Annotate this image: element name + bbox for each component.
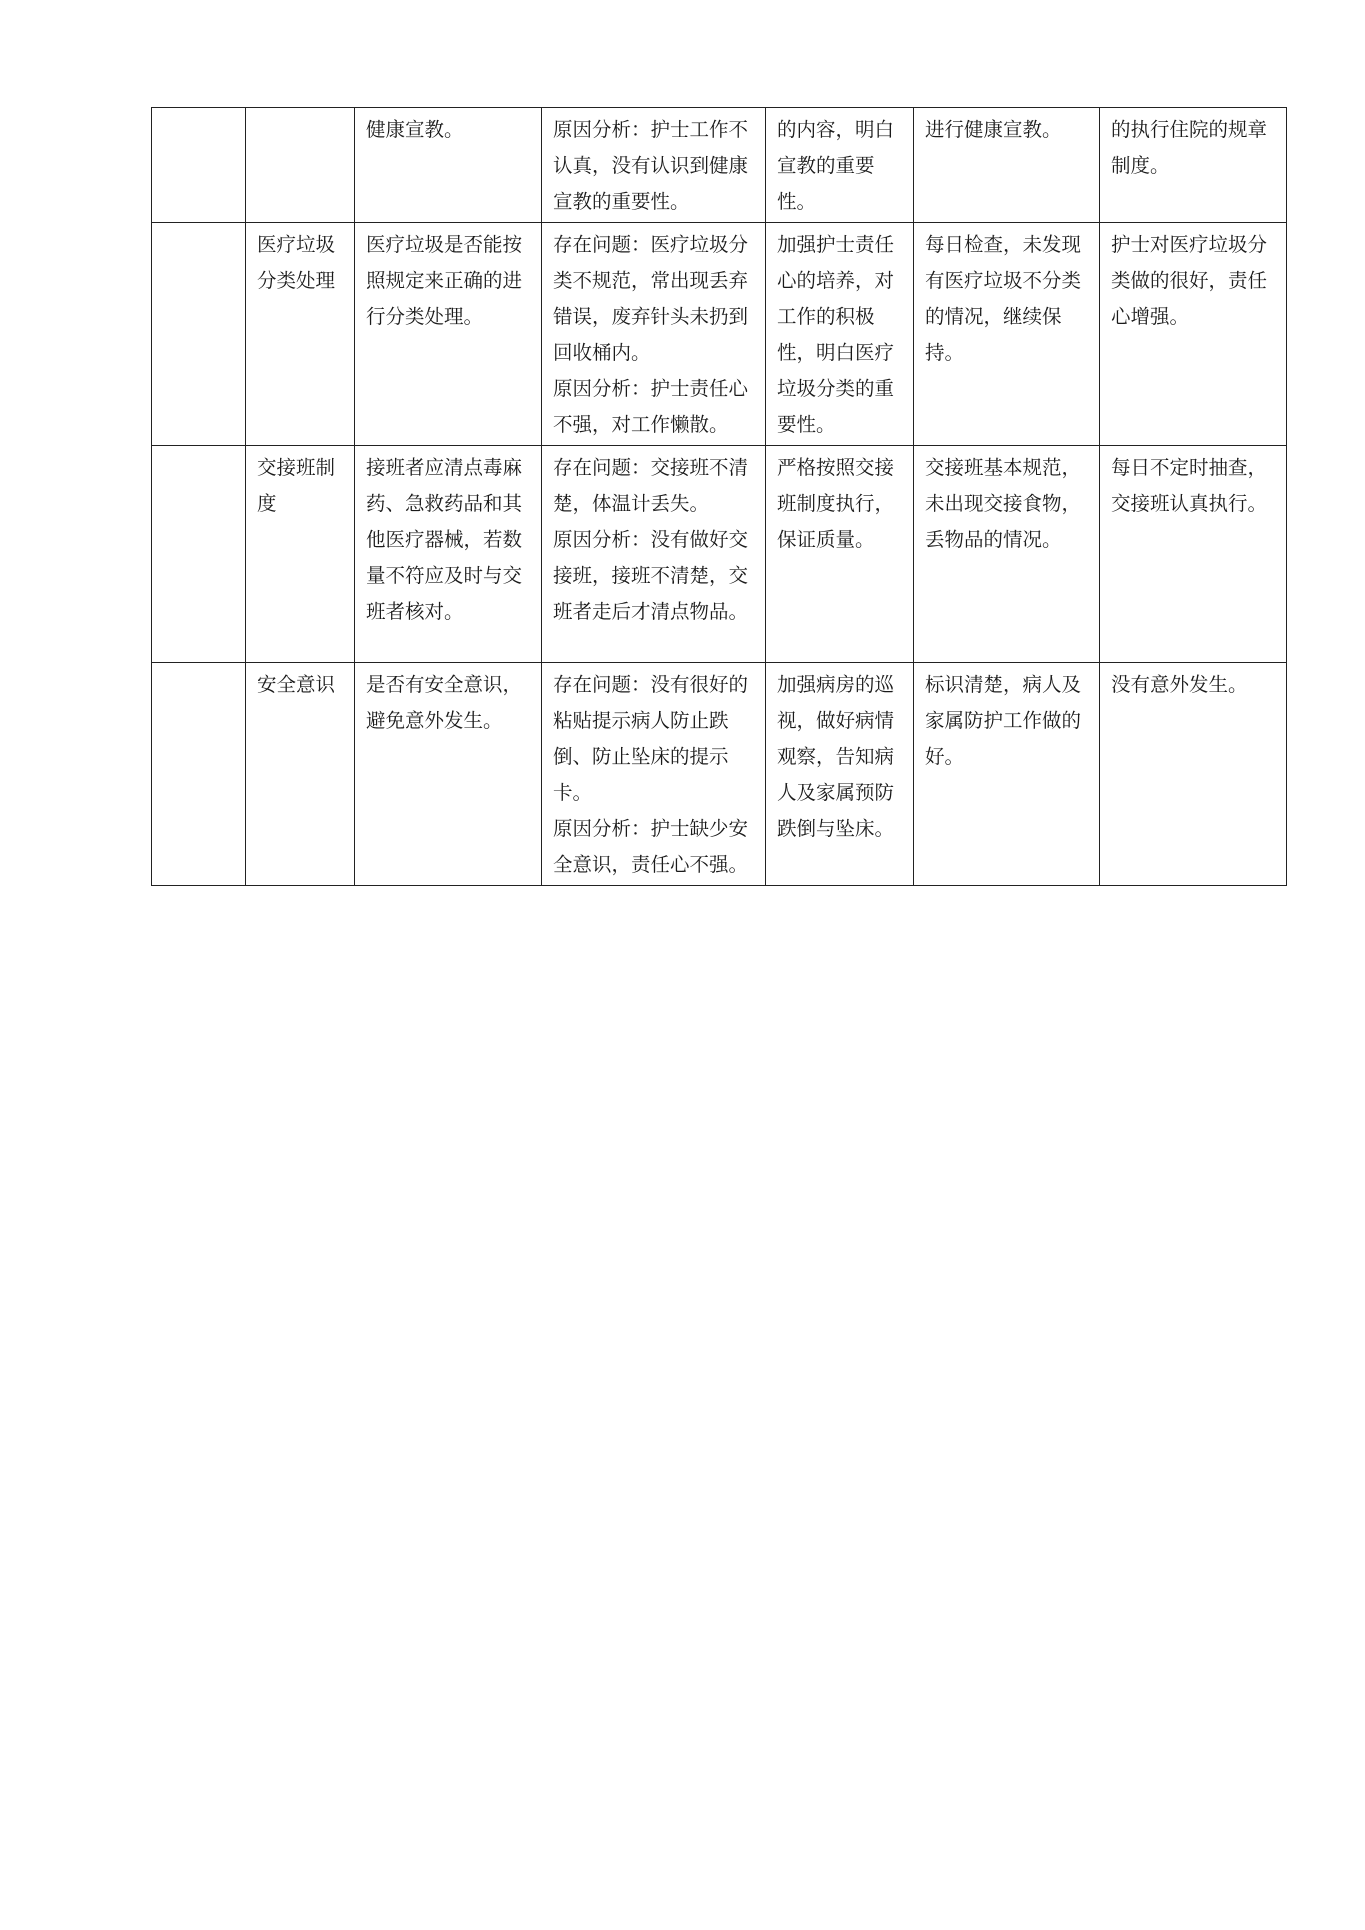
cell-text: 原因分析：护士工作不认真，没有认识到健康宣教的重要性。 <box>553 118 749 213</box>
table-row <box>152 223 1287 446</box>
cell-text: 存在问题：没有很好的粘贴提示病人防止跌倒、防止坠床的提示卡。 <box>553 673 749 804</box>
table-body <box>152 108 1287 886</box>
table-cell <box>914 223 1100 446</box>
table-cell <box>914 108 1100 223</box>
cell-text: 的内容，明白宣教的重要性。 <box>777 118 895 213</box>
table-cell <box>355 663 542 886</box>
cell-text: 存在问题：交接班不清楚，体温计丢失。 <box>553 456 749 515</box>
table-cell <box>1100 446 1287 663</box>
quality-review-table <box>151 107 1287 886</box>
cell-text: 加强病房的巡视，做好病情观察，告知病人及家属预防跌倒与坠床。 <box>777 673 895 840</box>
table-cell <box>766 223 914 446</box>
table-cell <box>152 446 246 663</box>
table-cell <box>542 446 766 663</box>
cell-text: 每日检查，未发现有医疗垃圾不分类的情况，继续保持。 <box>925 233 1082 364</box>
cell-text: 加强护士责任心的培养，对工作的积极性，明白医疗垃圾分类的重要性。 <box>777 233 895 436</box>
cell-text: 原因分析：护士责任心不强，对工作懒散。 <box>553 377 749 436</box>
cell-text: 存在问题：医疗垃圾分类不规范，常出现丢弃错误，废弃针头未扔到回收桶内。 <box>553 233 749 364</box>
table-cell <box>766 663 914 886</box>
cell-text: 健康宣教。 <box>366 118 464 141</box>
table-row <box>152 446 1287 663</box>
table-cell <box>766 446 914 663</box>
table-cell <box>1100 663 1287 886</box>
cell-text: 标识清楚，病人及家属防护工作做的好。 <box>925 673 1082 768</box>
table-cell <box>542 108 766 223</box>
cell-text: 的执行住院的规章制度。 <box>1111 118 1268 177</box>
table-cell <box>355 108 542 223</box>
table-cell <box>152 663 246 886</box>
table-cell <box>152 223 246 446</box>
table-cell <box>355 446 542 663</box>
table-cell <box>1100 223 1287 446</box>
cell-text: 医疗垃圾分类处理 <box>257 233 336 292</box>
table-cell <box>542 663 766 886</box>
table-cell <box>152 108 246 223</box>
table-cell <box>914 446 1100 663</box>
table-cell <box>914 663 1100 886</box>
table-cell <box>766 108 914 223</box>
cell-text: 严格按照交接班制度执行，保证质量。 <box>777 456 895 551</box>
cell-text: 交接班基本规范，未出现交接食物，丢物品的情况。 <box>925 456 1082 551</box>
cell-text: 安全意识 <box>257 673 336 696</box>
table-cell <box>355 223 542 446</box>
cell-text: 进行健康宣教。 <box>925 118 1062 141</box>
cell-text: 每日不定时抽查，交接班认真执行。 <box>1111 456 1268 515</box>
table-cell <box>246 663 355 886</box>
cell-text: 护士对医疗垃圾分类做的很好，责任心增强。 <box>1111 233 1268 328</box>
cell-text: 没有意外发生。 <box>1111 673 1248 696</box>
cell-text: 原因分析：护士缺少安全意识，责任心不强。 <box>553 817 749 876</box>
table-row <box>152 663 1287 886</box>
cell-text: 是否有安全意识，避免意外发生。 <box>366 673 523 732</box>
table-cell <box>246 223 355 446</box>
cell-text: 原因分析：没有做好交接班，接班不清楚，交班者走后才清点物品。 <box>553 528 749 623</box>
table-cell <box>542 223 766 446</box>
cell-text: 交接班制度 <box>257 456 336 515</box>
table-row <box>152 108 1287 223</box>
table-cell <box>246 108 355 223</box>
table-cell <box>1100 108 1287 223</box>
table-cell <box>246 446 355 663</box>
cell-text: 医疗垃圾是否能按照规定来正确的进行分类处理。 <box>366 233 523 328</box>
cell-text: 接班者应清点毒麻药、急救药品和其他医疗器械，若数量不符应及时与交班者核对。 <box>366 456 523 623</box>
